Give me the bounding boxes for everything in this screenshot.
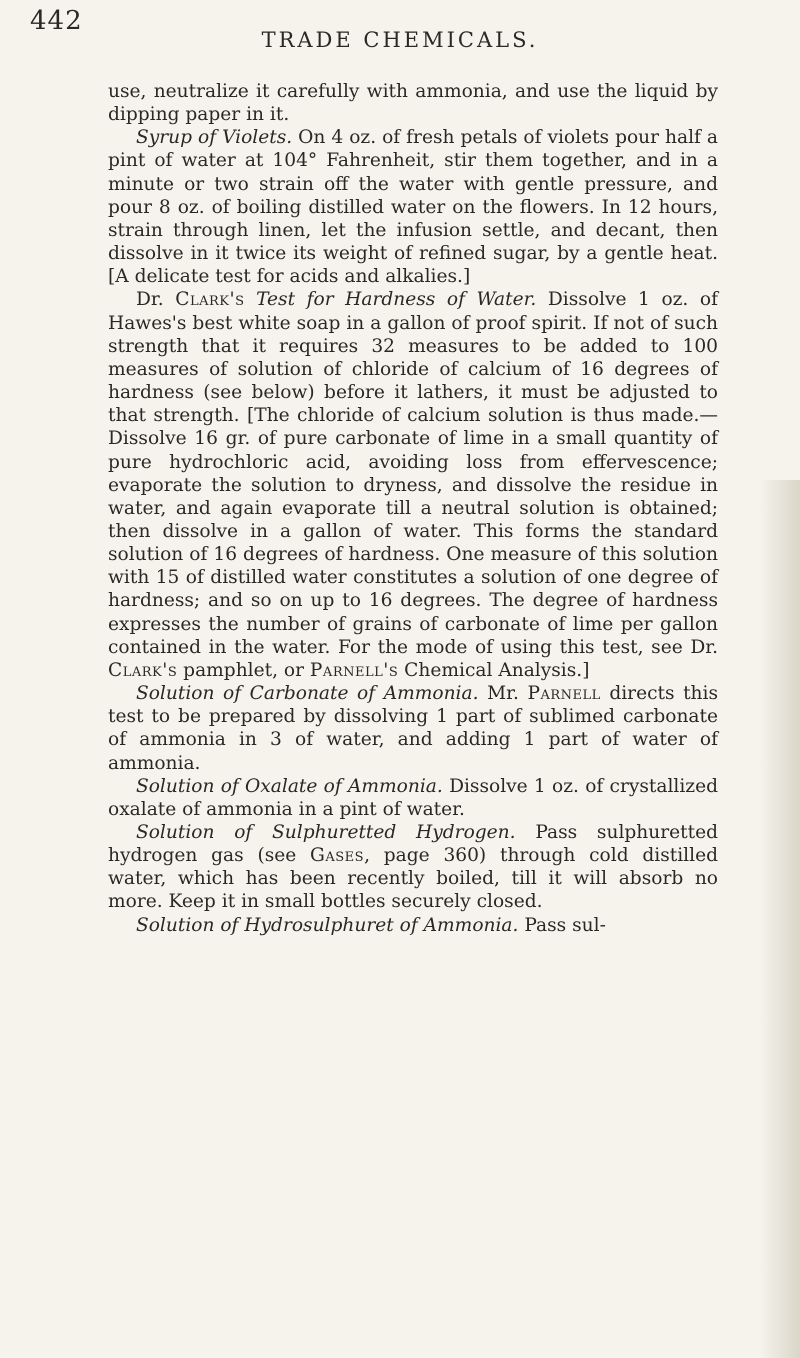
- running-head: TRADE CHEMICALS.: [261, 28, 539, 52]
- paragraph-sulphuretted-hydrogen: [108, 821, 718, 914]
- entry-text: Mr.: [478, 683, 528, 705]
- entry-title: Solution of Hydrosulphuret of Ammonia.: [136, 914, 519, 936]
- person-name: Clark's: [175, 289, 245, 311]
- entry-text: Dr.: [136, 289, 176, 311]
- entry-text: On 4 oz. of fresh petals of violets pour half a pint of water at 104° Fahrenheit, stir them together, and in a minute or two strain off the water with gentle pressure, and pour 8 oz. of boiling distilled water on the flowers. In 12 hours, strain through linen, let the infusion settle, and decant, then dissolve in it twice its weight of refined sugar, by a gentle heat. [A delicate test for acids and alkalies.]: [108, 127, 718, 288]
- page-edge-shadow: [760, 480, 800, 1358]
- person-name: Parnell: [527, 683, 601, 705]
- entry-text: Pass sul-: [518, 914, 606, 936]
- entry-text: Pass sulphuretted hydrogen gas (see: [108, 822, 718, 867]
- entry-text: Chemical Analysis.]: [398, 659, 590, 681]
- entry-text: Dissolve 1 oz. of crystallized oxalate of ammonia in a pint of water.: [108, 775, 718, 820]
- paragraph-continuation: use, neutralize it carefully with ammonia, and use the liquid by dipping paper in it.: [108, 81, 718, 126]
- cross-reference: Gases: [310, 845, 365, 867]
- person-name: Parnell's: [309, 659, 399, 681]
- paragraph-test-for-hardness: [108, 288, 718, 682]
- page-body: [108, 80, 718, 937]
- paragraph-syrup-of-violets: [108, 126, 718, 288]
- entry-text: directs this test to be prepared by dissolving 1 part of sublimed carbonate of ammonia in 3 of water, and adding 1 part of water of ammonia.: [108, 683, 718, 774]
- entry-title: Test for Hardness of Water.: [256, 289, 537, 311]
- space: [245, 289, 257, 310]
- entry-text: , page 360) through cold distilled water, which has been recently boiled, till it will absorb no more. Keep it in small bottles securely closed.: [108, 845, 718, 913]
- entry-title: Syrup of Violets.: [136, 127, 293, 149]
- entry-title: Solution of Oxalate of Ammonia.: [136, 775, 443, 797]
- paragraph-carbonate-of-ammonia: [108, 682, 718, 775]
- paragraph-hydrosulphuret-of-ammonia: [108, 914, 718, 937]
- page-number: 442: [30, 6, 83, 36]
- entry-text: pamphlet, or: [177, 659, 310, 681]
- entry-title: Solution of Sulphuretted Hydrogen.: [136, 822, 516, 843]
- entry-text: Dissolve 1 oz. of Hawes's best white soap in a gallon of proof spirit. If not of such strength that it requires 32 measures to be added to 100 measures of solution of chloride of calcium of 16 degrees of hardness (see below) before it lathers, it must be adjusted to that strength. [The chloride of calcium solution is thus made.—Dissolve 16 gr. of pure carbonate of lime in a small quantity of pure hydrochloric acid, avoiding loss from effervescence; evaporate the solution to dryness, and dissolve the residue in water, and again evaporate till a neutral solution is obtained; then dissolve in a gallon of water. This forms the standard solution of 16 degrees of hardness. One measure of this solution with 15 of distilled water constitutes a solution of one degree of hardness; and so on up to 16 degrees. The degree of hardness expresses the number of grains of carbonate of lime per gallon contained in the water. For the mode of using this test, see Dr.: [108, 289, 718, 658]
- entry-title: Solution of Carbonate of Ammonia.: [136, 683, 479, 705]
- person-name: Clark's: [108, 659, 178, 681]
- paragraph-oxalate-of-ammonia: [108, 775, 718, 821]
